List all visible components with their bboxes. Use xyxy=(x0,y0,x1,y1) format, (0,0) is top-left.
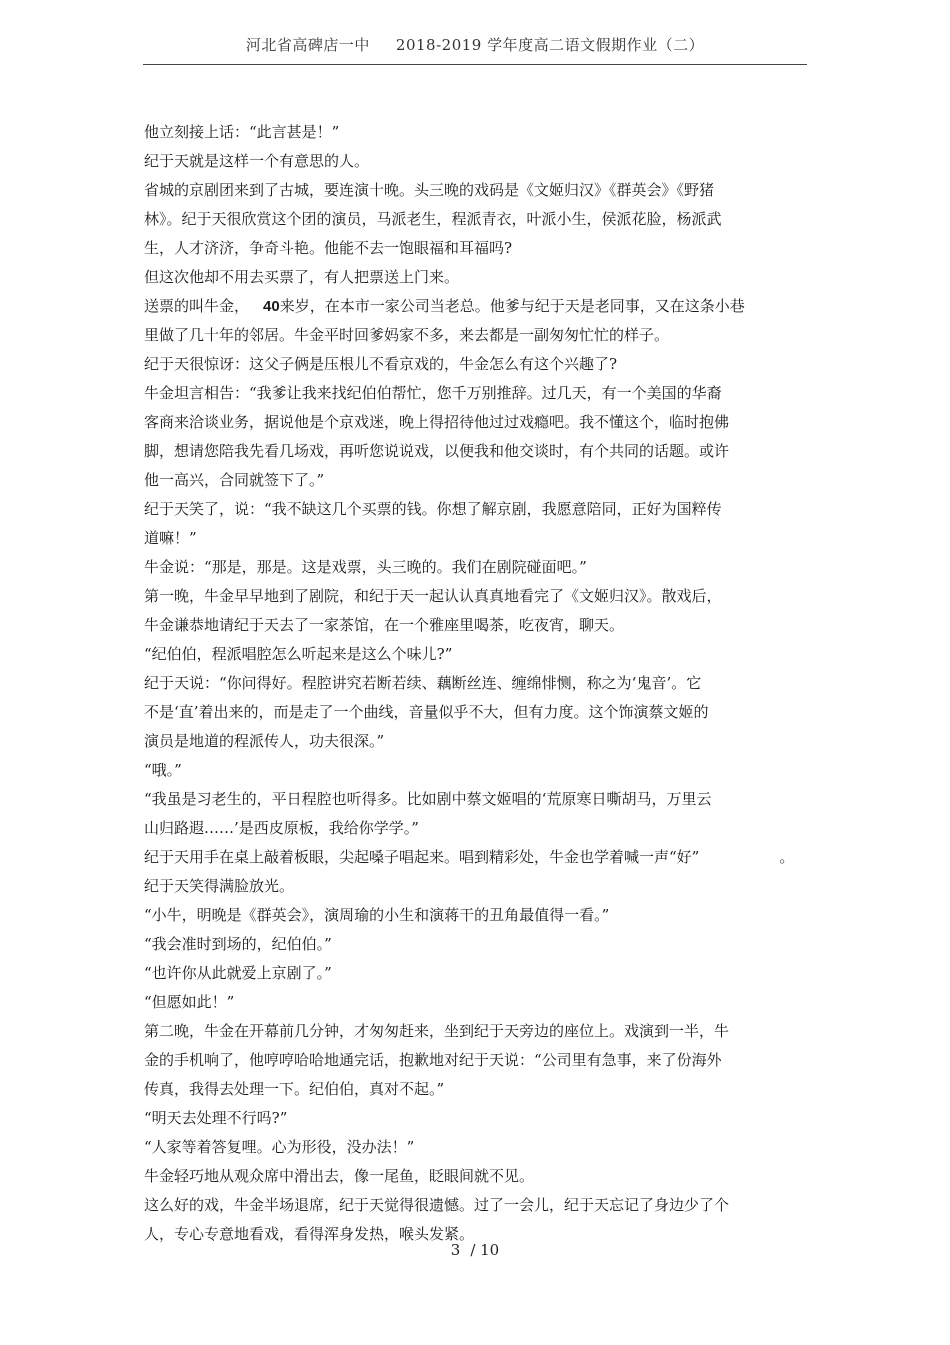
paragraph-line: 他立刻接上话：“此言甚是！” xyxy=(144,123,340,141)
paragraph-line: 人，专心专意地看戏，看得浑身发热，喉头发紧。 xyxy=(144,1225,475,1243)
line-period: 。 xyxy=(779,848,795,866)
age-number: 40 xyxy=(263,298,280,315)
total-pages: / 10 xyxy=(470,1241,500,1259)
header-school: 河北省高碑店一中 xyxy=(245,36,370,54)
paragraph-line: 第一晚，牛金早早地到了剧院，和纪于天一起认认真真地看完了《文姬归汉》。散戏后， xyxy=(144,587,722,605)
paragraph-line: 第二晚，牛金在开幕前几分钟，才匆匆赶来，坐到纪于天旁边的座位上。戏演到一半，牛 xyxy=(144,1022,730,1040)
paragraph-line: “我会准时到场的，纪伯伯。” xyxy=(144,935,332,953)
paragraph-line: “我虽是习老生的，平日程腔也听得多。比如剧中蔡文姬唱的‘荒原寒日嘶胡马，万里云 xyxy=(144,790,712,808)
paragraph-line: 金的手机响了，他哼哼哈哈地通完话，抱歉地对纪于天说：“公司里有急事，来了份海外 xyxy=(144,1051,722,1069)
paragraph-line: 牛金轻巧地从观众席中滑出去，像一尾鱼，眨眼间就不见。 xyxy=(144,1167,535,1185)
paragraph-line: 不是‘直’着出来的，而是走了一个曲线，音量似乎不大，但有力度。这个饰演蔡文姬的 xyxy=(144,703,709,721)
header-divider xyxy=(143,64,807,65)
paragraph-line: 但这次他却不用去买票了，有人把票送上门来。 xyxy=(144,268,460,286)
current-page: 3 xyxy=(450,1241,461,1259)
paragraph-line: “也许你从此就爱上京剧了。” xyxy=(144,964,332,982)
paragraph-line: 生，人才济济，争奇斗艳。他能不去一饱眼福和耳福吗? xyxy=(144,239,513,257)
page-header xyxy=(0,34,950,55)
line-segment: 来岁，在本市一家公司当老总。他爹与纪于天是老同事，又在这条小巷 xyxy=(279,297,745,315)
header-title: 2018-2019 学年度高二语文假期作业（二） xyxy=(395,36,705,54)
line-segment: 送票的叫牛金， xyxy=(144,297,250,315)
paragraph-line: “人家等着答复哩。心为形役，没办法！” xyxy=(144,1138,415,1156)
paragraph-line: 山归路遐……’是西皮原板，我给你学学。” xyxy=(144,819,419,837)
paragraph-line: 传真，我得去处理一下。纪伯伯，真对不起。” xyxy=(144,1080,445,1098)
paragraph-line: “哦。” xyxy=(144,761,182,779)
article-body xyxy=(144,118,795,1249)
paragraph-line: “明天去处理不行吗?” xyxy=(144,1109,288,1127)
paragraph-line: “小牛，明晚是《群英会》，演周瑜的小生和演蒋干的丑角最值得一看。” xyxy=(144,906,610,924)
paragraph-line: 牛金说：“那是，那是。这是戏票，头三晚的。我们在剧院碰面吧。” xyxy=(144,558,587,576)
page-number xyxy=(0,1241,950,1259)
paragraph-line: 林》。纪于天很欣赏这个团的演员，马派老生，程派青衣，叶派小生，侯派花脸，杨派武 xyxy=(144,210,722,228)
paragraph-line: 演员是地道的程派传人，功夫很深。” xyxy=(144,732,385,750)
paragraph-line: 里做了几十年的邻居。牛金平时回爹妈家不多，来去都是一副匆匆忙忙的样子。 xyxy=(144,326,670,344)
paragraph-line: 道嘛！” xyxy=(144,529,197,547)
paragraph-line: “纪伯伯，程派唱腔怎么听起来是这么个味儿?” xyxy=(144,645,453,663)
paragraph-line: 纪于天很惊讶：这父子俩是压根儿不看京戏的，牛金怎么有这个兴趣了? xyxy=(144,355,618,373)
paragraph-line: 他一高兴，合同就签下了。” xyxy=(144,471,325,489)
paragraph-line: 纪于天笑得满脸放光。 xyxy=(144,877,295,895)
paragraph-line: 纪于天说：“你问得好。程腔讲究若断若续、藕断丝连、缠绵悱恻，称之为‘鬼音’。它 xyxy=(144,674,702,692)
paragraph-line xyxy=(144,292,754,321)
paragraph-line: 客商来洽谈业务，据说他是个京戏迷，晚上得招待他过过戏瘾吧。我不懂这个，临时抱佛 xyxy=(144,413,730,431)
line-segment: 纪于天用手在桌上敲着板眼，尖起嗓子唱起来。唱到精彩处，牛金也学着喊一声“好” xyxy=(144,848,700,866)
paragraph-line: 脚，想请您陪我先看几场戏，再听您说说戏，以便我和他交谈时，有个共同的话题。或许 xyxy=(144,442,730,460)
paragraph-line: 纪于天就是这样一个有意思的人。 xyxy=(144,152,370,170)
paragraph-line: 省城的京剧团来到了古城，要连演十晚。头三晚的戏码是《文姬归汉》《群英会》《野猪 xyxy=(144,181,715,199)
paragraph-line xyxy=(144,843,795,872)
paragraph-line: “但愿如此！” xyxy=(144,993,235,1011)
paragraph-line: 牛金谦恭地请纪于天去了一家茶馆，在一个雅座里喝茶，吃夜宵，聊天。 xyxy=(144,616,625,634)
paragraph-line: 牛金坦言相告：“我爹让我来找纪伯伯帮忙，您千万别推辞。过几天，有一个美国的华裔 xyxy=(144,384,722,402)
paragraph-line: 纪于天笑了，说：“我不缺这几个买票的钱。你想了解京剧，我愿意陪同，正好为国粹传 xyxy=(144,500,722,518)
paragraph-line: 这么好的戏，牛金半场退席，纪于天觉得很遗憾。过了一会儿，纪于天忘记了身边少了个 xyxy=(144,1196,730,1214)
